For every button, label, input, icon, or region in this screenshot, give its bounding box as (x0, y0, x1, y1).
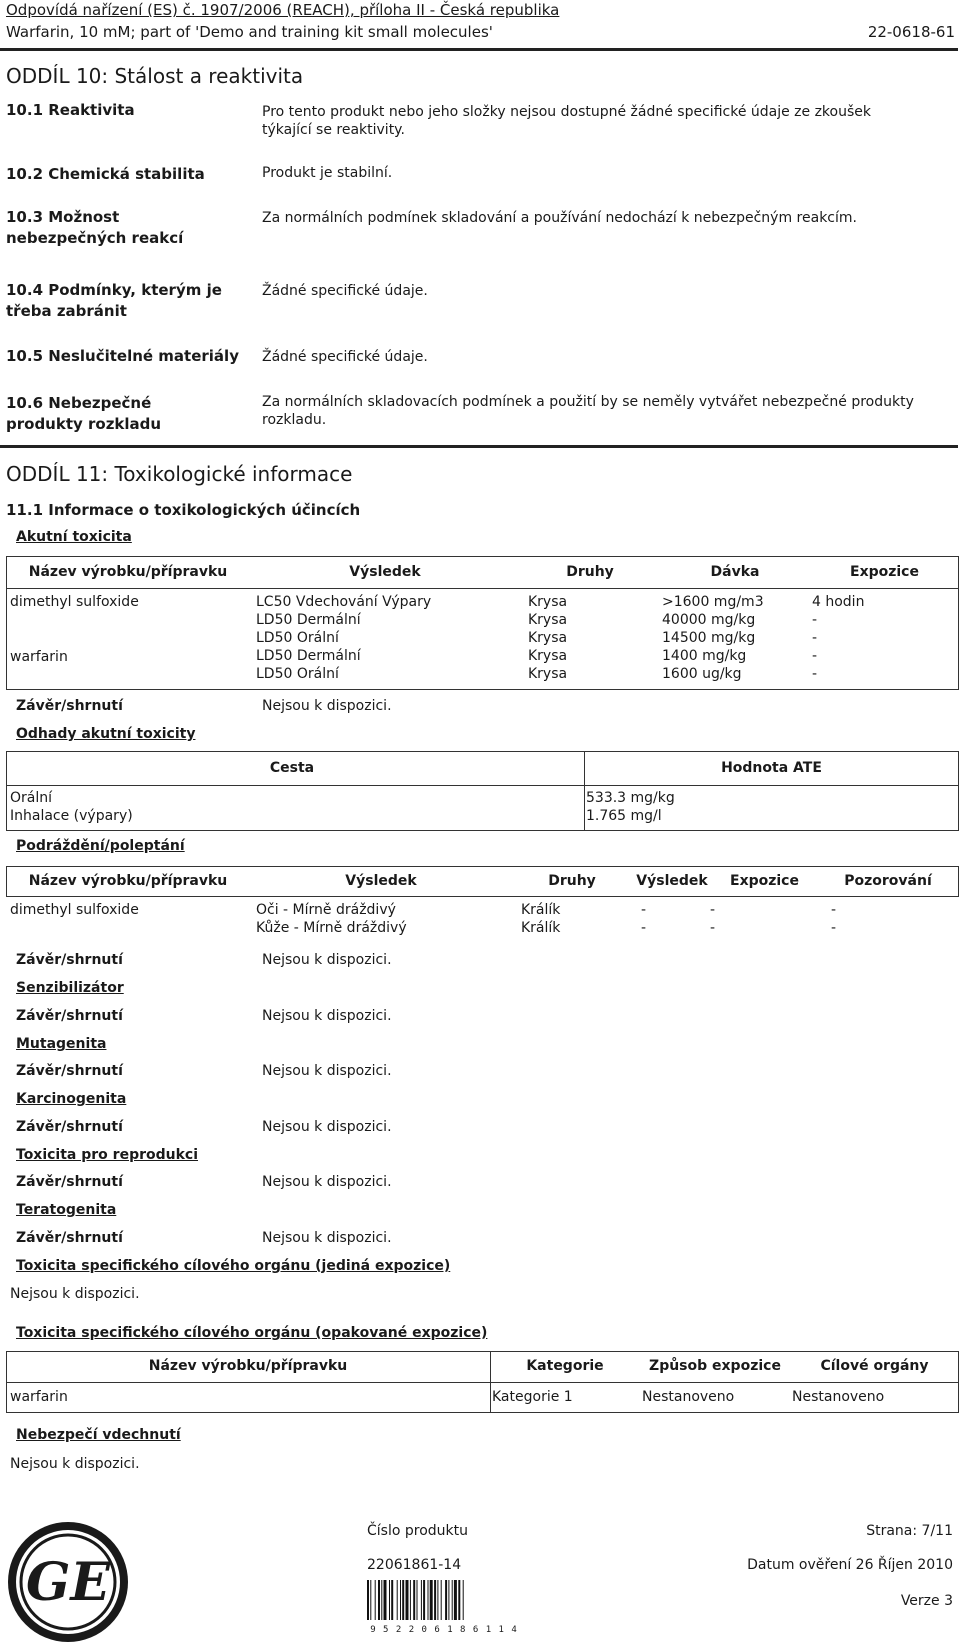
irr-result: Kůže - Mírně dráždivý (256, 920, 407, 936)
stot-product: warfarin (10, 1389, 68, 1405)
acute-conclusion-label: Závěr/shrnutí (16, 698, 123, 714)
stot-organs: Nestanoveno (792, 1389, 885, 1405)
s10-1-text: Pro tento produkt nebo jeho složky nejsou dostupné žádné specifické údaje ze zkoušek týkající se reaktivity. (262, 104, 871, 138)
s11-subtitle: 11.1 Informace o toxikologických účincích (6, 501, 361, 519)
acute-species-value: Krysa (528, 648, 568, 664)
barcode-bar (378, 1580, 380, 1620)
irr-species (521, 901, 560, 937)
acute-exposures (812, 593, 864, 683)
mutagenicity-conclusion-label: Závěr/shrnutí (16, 1063, 123, 1079)
barcode-bar (389, 1580, 390, 1620)
irr-scores (641, 901, 646, 937)
barcode-bar (454, 1580, 457, 1620)
irr-results (256, 901, 407, 937)
barcode-bar (458, 1580, 460, 1620)
aspiration-value: Nejsou k dispozici. (10, 1456, 140, 1472)
irr-observations (831, 901, 836, 937)
acute-species (528, 593, 567, 683)
acute-dose-value: 14500 mg/kg (662, 630, 756, 646)
sensitizer-conclusion-label: Závěr/shrnutí (16, 1008, 123, 1024)
stot-th-product: Název výrobku/přípravku (148, 1358, 348, 1374)
barcode-bars (367, 1580, 521, 1620)
teratogenicity-conclusion-label: Závěr/shrnutí (16, 1230, 123, 1246)
barcode-bar (441, 1580, 442, 1620)
revision-date: Datum ověření 26 Říjen 2010 (747, 1557, 953, 1573)
barcode-bar (448, 1580, 449, 1620)
acute-dose-value: 1400 mg/kg (662, 648, 747, 664)
s10-3-text: Za normálních podmínek skladování a používání nedochází k nebezpečným reakcím. (262, 210, 857, 226)
stot-th-category: Kategorie (526, 1358, 604, 1374)
acute-conclusion-value: Nejsou k dispozici. (262, 698, 392, 714)
mutagenicity-heading: Mutagenita (16, 1036, 107, 1052)
ate-route: Inhalace (výpary) (10, 808, 133, 824)
irr-conclusion-label: Závěr/shrnutí (16, 952, 123, 968)
stot-category: Kategorie 1 (492, 1389, 573, 1405)
barcode-bar (413, 1580, 415, 1620)
acute-th-exposure: Expozice (850, 564, 919, 580)
irritation-table-header-rule (6, 896, 959, 897)
reproductive-heading: Toxicita pro reprodukci (16, 1147, 199, 1163)
acute-dose-value: 1600 ug/kg (662, 666, 742, 682)
ate-value: 533.3 mg/kg (586, 790, 675, 806)
barcode-bar (381, 1580, 382, 1620)
acute-species-value: Krysa (528, 594, 568, 610)
carcinogenicity-conclusion-label: Závěr/shrnutí (16, 1119, 123, 1135)
acute-result: LC50 Vdechování Výpary (256, 594, 432, 610)
s10-6-label: 10.6 Nebezpečné produkty rozkladu (6, 394, 162, 433)
stot-th-route: Způsob expozice (649, 1358, 781, 1374)
teratogenicity-heading: Teratogenita (16, 1202, 117, 1218)
acute-doses (662, 593, 764, 683)
carcinogenicity-conclusion-value: Nejsou k dispozici. (262, 1119, 392, 1135)
acute-exposure-value: - (812, 648, 818, 664)
barcode-bar (367, 1580, 369, 1620)
s10-4-text: Žádné specifické údaje. (262, 283, 428, 299)
irr-conclusion-value: Nejsou k dispozici. (262, 952, 392, 968)
stot-single-heading: Toxicita specifického cílového orgánu (jediná expozice) (16, 1258, 451, 1274)
acute-table-header-rule (6, 588, 959, 589)
header-divider (0, 48, 958, 51)
irr-th-score: Výsledek (636, 873, 708, 889)
s10-6-text: Za normálních skladovacích podmínek a použití by se neměly vytvářet nebezpečné produkty rozkladu. (262, 394, 914, 428)
barcode-bar (397, 1580, 398, 1620)
section10-title: ODDÍL 10: Stálost a reaktivita (6, 64, 304, 88)
s10-5-label: 10.5 Neslučitelné materiály (6, 347, 239, 365)
acute-species-value: Krysa (528, 612, 568, 628)
barcode-bar (434, 1580, 436, 1620)
ge-logo-lettering: GE (25, 1552, 111, 1613)
barcode-bar (406, 1580, 409, 1620)
acute-th-species: Druhy (566, 564, 614, 580)
irr-result: Oči - Mírně dráždivý (256, 902, 396, 918)
section11-title: ODDÍL 11: Toxikologické informace (6, 462, 353, 486)
product-number: 22061861-14 (367, 1557, 462, 1573)
version: Verze 3 (900, 1593, 953, 1609)
irritation-heading: Podráždění/poleptání (16, 838, 185, 854)
irr-th-species: Druhy (548, 873, 596, 889)
ate-route: Orální (10, 790, 53, 806)
ate-th-value: Hodnota ATE (721, 760, 822, 776)
ge-logo-icon (6, 1520, 130, 1644)
s10-2-label: 10.2 Chemická stabilita (6, 165, 205, 183)
ate-routes (10, 789, 133, 825)
acute-result: LD50 Dermální (256, 648, 361, 664)
acute-exposure-value: - (812, 612, 818, 628)
ate-table-header-rule (6, 785, 959, 786)
stot-table-header-rule (6, 1382, 959, 1383)
ate-value: 1.765 mg/l (586, 808, 662, 824)
acute-species-value: Krysa (528, 666, 568, 682)
barcode-bar (391, 1580, 393, 1620)
sensitizer-conclusion-value: Nejsou k dispozici. (262, 1008, 392, 1024)
barcode-bar (452, 1580, 453, 1620)
acute-results (256, 593, 431, 683)
page-number: Strana: 7/11 (866, 1523, 953, 1539)
stot-single-value: Nejsou k dispozici. (10, 1286, 140, 1302)
acute-dose-value: >1600 mg/m3 (662, 594, 764, 610)
stot-route: Nestanoveno (642, 1389, 735, 1405)
sensitizer-heading: Senzibilizátor (16, 980, 124, 996)
barcode-bar (370, 1580, 371, 1620)
acute-th-product: Název výrobku/přípravku (28, 564, 228, 580)
irr-th-observation: Pozorování (844, 873, 932, 889)
barcode-bar (428, 1580, 429, 1620)
irr-th-result: Výsledek (345, 873, 417, 889)
acute-product-warfarin: warfarin (10, 649, 68, 665)
acute-product-dmso: dimethyl sulfoxide (10, 594, 139, 610)
acute-result: LD50 Orální (256, 630, 339, 646)
acute-result: LD50 Orální (256, 666, 339, 682)
stot-th-organs: Cílové orgány (820, 1358, 929, 1374)
aspiration-heading: Nebezpečí vdechnutí (16, 1427, 181, 1443)
product-code: 22-0618-61 (867, 23, 955, 41)
s10-4-label: 10.4 Podmínky, kterým je třeba zabránit (6, 281, 222, 320)
teratogenicity-conclusion-value: Nejsou k dispozici. (262, 1230, 392, 1246)
barcode-digits: 9 5 2 2 0 6 1 8 6 1 1 4 (370, 1625, 518, 1635)
barcode-bar (421, 1580, 422, 1620)
acute-toxicity-heading: Akutní toxicita (16, 529, 132, 545)
acute-exposure-value: - (812, 630, 818, 646)
irr-species-value: Králík (521, 920, 561, 936)
barcode-bar (417, 1580, 418, 1620)
s10-3-label: 10.3 Možnost nebezpečných reakcí (6, 208, 184, 247)
ge-logo (6, 1520, 130, 1644)
acute-dose-value: 40000 mg/kg (662, 612, 756, 628)
irr-product: dimethyl sulfoxide (10, 902, 139, 918)
acute-th-result: Výsledek (349, 564, 421, 580)
carcinogenicity-heading: Karcinogenita (16, 1091, 127, 1107)
barcode-bar (463, 1580, 464, 1620)
irr-exposures (710, 901, 715, 937)
irr-species-value: Králík (521, 902, 561, 918)
s10-5-text: Žádné specifické údaje. (262, 349, 428, 365)
product-header: Warfarin, 10 mM; part of 'Demo and training kit small molecules' (6, 23, 493, 41)
acute-species-value: Krysa (528, 630, 568, 646)
barcode-bar (437, 1580, 438, 1620)
ate-th-route: Cesta (269, 760, 315, 776)
irr-exposure: - (710, 902, 716, 918)
section-divider (0, 445, 958, 448)
irr-exposure: - (710, 920, 716, 936)
barcode-bar (375, 1580, 376, 1620)
stot-repeated-heading: Toxicita specifického cílového orgánu (opakované expozice) (16, 1325, 488, 1341)
acute-result: LD50 Dermální (256, 612, 361, 628)
barcode-bar (410, 1580, 411, 1620)
acute-exposure-value: - (812, 666, 818, 682)
barcode-bar (384, 1580, 387, 1620)
barcode-bar (423, 1580, 425, 1620)
irr-observation: - (831, 902, 837, 918)
ate-values (586, 789, 675, 825)
reproductive-conclusion-value: Nejsou k dispozici. (262, 1174, 392, 1190)
barcode-bar (430, 1580, 433, 1620)
regulation-header: Odpovídá nařízení (ES) č. 1907/2006 (REACH), příloha II - Česká republika (6, 1, 560, 19)
irr-observation: - (831, 920, 837, 936)
barcode-bar (402, 1580, 404, 1620)
acute-exposure-value: 4 hodin (812, 594, 865, 610)
ate-heading: Odhady akutní toxicity (16, 726, 196, 742)
acute-th-dose: Dávka (710, 564, 760, 580)
mutagenicity-conclusion-value: Nejsou k dispozici. (262, 1063, 392, 1079)
irr-score: - (641, 920, 647, 936)
irritation-table-top (6, 866, 959, 867)
reproductive-conclusion-label: Závěr/shrnutí (16, 1174, 123, 1190)
product-number-label: Číslo produktu (367, 1523, 468, 1539)
barcode-bar (400, 1580, 401, 1620)
irr-th-product: Název výrobku/přípravku (28, 873, 228, 889)
irr-th-exposure: Expozice (730, 873, 799, 889)
barcode (367, 1580, 521, 1636)
barcode-bar (445, 1580, 447, 1620)
s10-2-text: Produkt je stabilní. (262, 165, 393, 181)
s10-1-label: 10.1 Reaktivita (6, 101, 135, 119)
irr-score: - (641, 902, 647, 918)
